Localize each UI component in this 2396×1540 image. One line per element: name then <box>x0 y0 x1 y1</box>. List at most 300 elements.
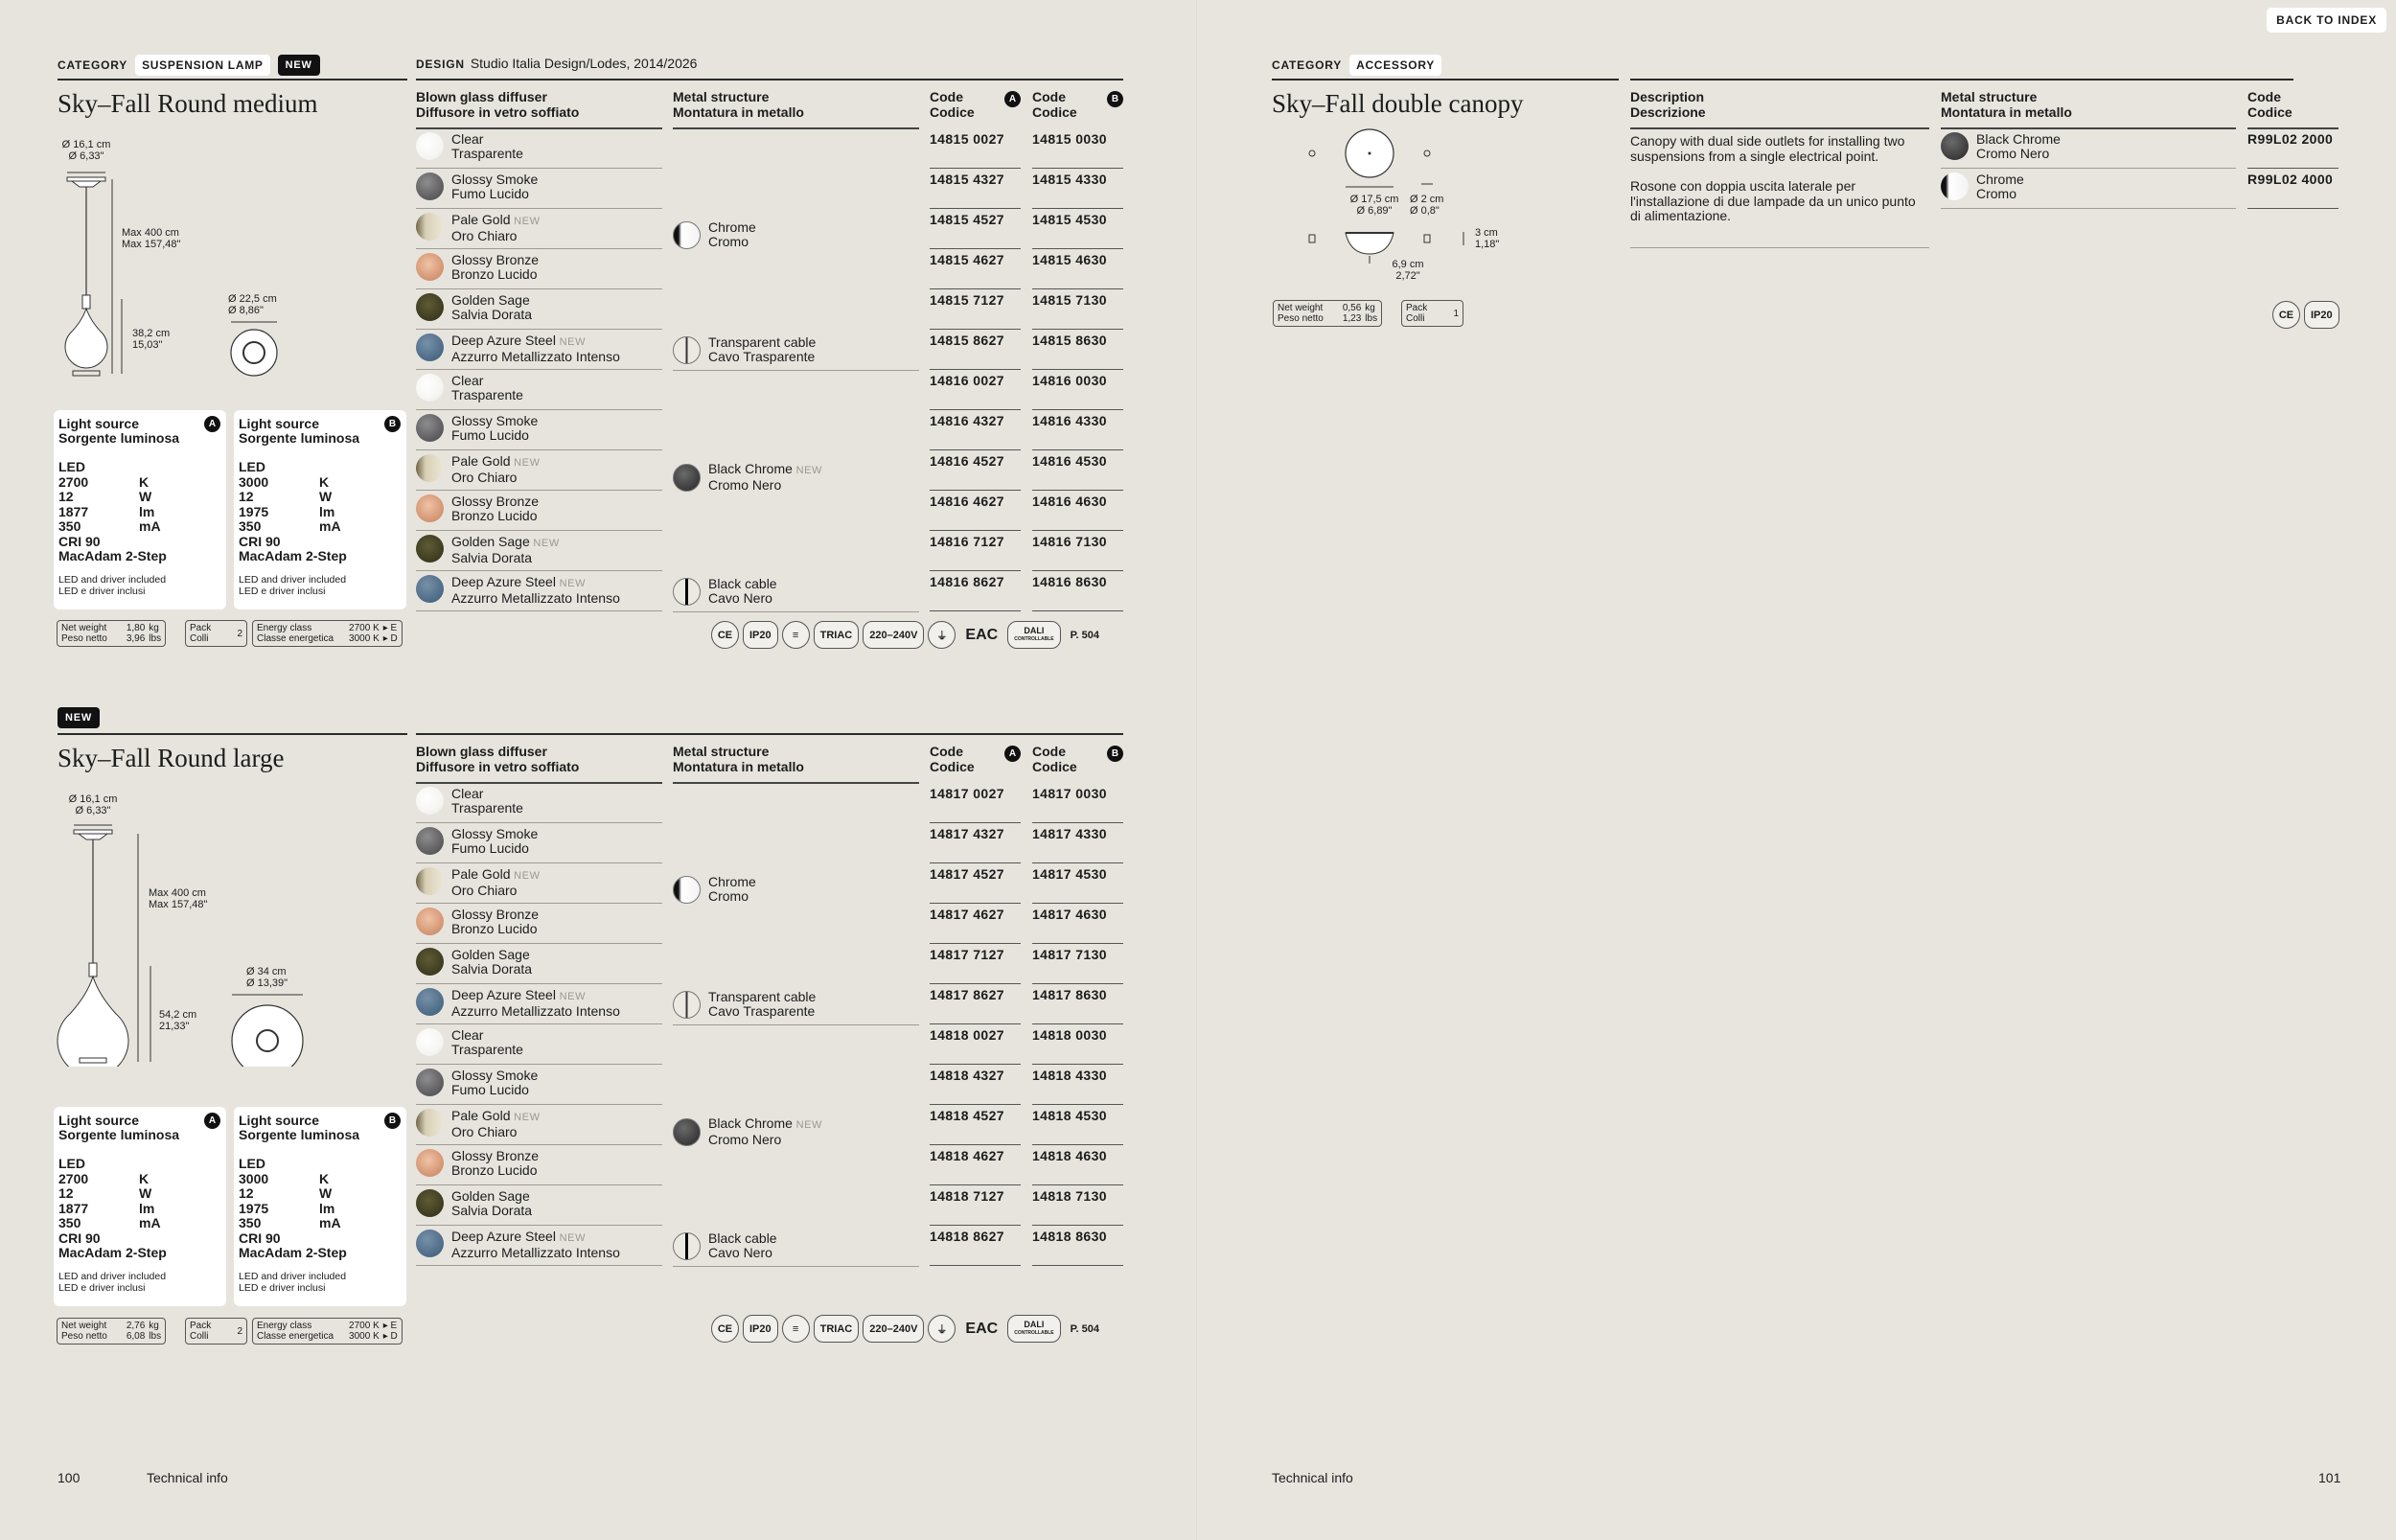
dim-text: 21,33" <box>159 1021 190 1032</box>
light-foot: LED and driver included <box>58 1270 167 1282</box>
new-badge: NEW <box>278 55 320 76</box>
glass-finish-row <box>416 450 662 491</box>
col-header-text: Montatura in metallo <box>673 104 804 120</box>
new-tag: NEW <box>514 1112 541 1123</box>
pack-badge <box>1401 300 1463 327</box>
dim-diffuser <box>246 966 288 989</box>
dali-text: DALI <box>1024 1319 1045 1329</box>
glass-finish-text <box>451 293 532 322</box>
metal-chrome-swatch <box>673 876 701 904</box>
description-it: Rosone con doppia uscita laterale per l'installazione di due lampade da un unico punto di alimentazione. <box>1630 178 1916 223</box>
finish-name-it: Cromo Nero <box>1976 146 2050 161</box>
source-a-marker: A <box>204 416 220 432</box>
spec-value: 2700 <box>58 473 89 490</box>
product-code: 14817 0027 <box>930 783 1021 823</box>
product-title: Sky–Fall Round medium <box>58 89 318 118</box>
finish-name: Clear <box>451 786 484 801</box>
glass-swatch <box>416 867 444 895</box>
product-code: 14817 8627 <box>930 984 1021 1024</box>
led-type: LED <box>239 1156 265 1171</box>
metal-text <box>708 462 822 493</box>
dim-text: Max 157,48" <box>149 899 208 910</box>
light-head: Light source <box>239 1113 320 1128</box>
finish-black-chrome <box>1941 128 2236 169</box>
finish-name: Black Chrome <box>1976 131 2061 147</box>
weight-label-it: Peso netto <box>1278 313 1324 324</box>
metal-name: Chrome <box>708 874 756 889</box>
glass-finish-row <box>416 531 662 571</box>
col-header-text: Codice <box>1032 104 1077 120</box>
eac-mark: EAC <box>965 1320 999 1337</box>
product-title: Sky–Fall Round large <box>58 744 285 772</box>
product-code: 14818 8630 <box>1032 1226 1123 1266</box>
macadam: MacAdam 2-Step <box>239 1245 347 1260</box>
light-head-it: Sorgente luminosa <box>58 430 180 446</box>
weight-lbs: 6,08 <box>126 1331 146 1342</box>
spec-unit: lm <box>139 503 155 519</box>
product-code: 14818 0030 <box>1032 1024 1123 1065</box>
product-code: 14815 7127 <box>930 289 1021 330</box>
product-code: 14818 4330 <box>1032 1065 1123 1105</box>
energy-label-it: Classe energetica <box>257 633 334 644</box>
light-foot: LED and driver included <box>239 1270 347 1282</box>
finish-name: Golden Sage <box>451 1188 530 1204</box>
finish-name: Clear <box>451 373 484 388</box>
metal-name: Black Chrome <box>708 1115 793 1131</box>
led-type: LED <box>239 459 265 474</box>
glass-swatch <box>416 494 444 522</box>
glass-list <box>416 783 662 1266</box>
product-title: Sky–Fall double canopy <box>1272 89 1524 118</box>
dim-cable <box>122 227 180 250</box>
new-tag: NEW <box>533 538 560 549</box>
ground-icon: ⏚ <box>928 1315 956 1343</box>
finish-name: Glossy Smoke <box>451 413 539 428</box>
category-row <box>1272 55 1441 76</box>
finish-name-it: Azzurro Metallizzato Intenso <box>451 349 620 364</box>
pack-label: Pack <box>190 623 212 633</box>
glass-finish-text <box>451 867 541 898</box>
glass-swatch <box>416 575 444 603</box>
finish-name: Deep Azure Steel <box>451 1229 556 1244</box>
metal-name-it: Cromo Nero <box>708 1132 782 1147</box>
metal-chrome-swatch <box>673 221 701 249</box>
col-metal-header <box>1941 89 2072 120</box>
net-weight-badge <box>1273 300 1382 327</box>
glass-swatch <box>416 132 444 160</box>
glass-finish-text <box>451 454 541 485</box>
new-tag: NEW <box>559 1232 587 1244</box>
dim-canopy <box>64 793 122 816</box>
dim-height <box>159 1009 196 1032</box>
dim-text: Ø 13,39" <box>246 977 288 989</box>
design-value: Studio Italia Design/Lodes, 2014/2026 <box>470 56 698 71</box>
product-code: 14816 4327 <box>930 410 1021 450</box>
glass-swatch <box>416 787 444 815</box>
metal-transparent-cable <box>673 335 919 364</box>
finish-chrome <box>1941 169 2236 209</box>
dim-text: Ø 6,33" <box>75 805 111 816</box>
divider <box>673 1024 919 1025</box>
glass-swatch <box>416 1149 444 1177</box>
product-code: 14817 4530 <box>1032 863 1123 904</box>
glass-finish-text <box>451 1109 541 1139</box>
finish-name-it: Fumo Lucido <box>451 427 529 443</box>
spec-value: 3000 <box>239 1170 269 1186</box>
finish-name-it: Fumo Lucido <box>451 1082 529 1097</box>
glass-finish-row <box>416 783 662 823</box>
light-source-b <box>234 410 406 609</box>
col-header-text: Diffusore in vetro soffiato <box>416 759 580 774</box>
new-tag: NEW <box>795 1119 823 1131</box>
product-code: 14817 7127 <box>930 944 1021 984</box>
product-code: 14817 0030 <box>1032 783 1123 823</box>
spec-value: 1877 <box>58 1200 89 1216</box>
product-code: 14816 7127 <box>930 531 1021 571</box>
col-header-text: Montatura in metallo <box>1941 104 2072 120</box>
product-code: 14817 8630 <box>1032 984 1123 1024</box>
glass-swatch <box>416 253 444 281</box>
dimmer-icon: ≡ <box>782 621 810 649</box>
finish-name: Clear <box>451 1027 484 1043</box>
spec-value: 350 <box>58 1215 81 1230</box>
unit-lbs: lbs <box>149 633 162 644</box>
glass-finish-row <box>416 1065 662 1105</box>
light-foot-it: LED e driver inclusi <box>239 585 326 597</box>
category-value: SUSPENSION LAMP <box>135 55 270 76</box>
col-glass-header <box>416 744 579 774</box>
dim-text: Ø 22,5 cm <box>228 293 277 305</box>
dim-text: Ø 16,1 cm <box>68 793 118 805</box>
dim-text: Max 400 cm <box>149 887 206 899</box>
light-source-a <box>54 1107 226 1306</box>
col-code-a-header <box>930 744 1021 774</box>
weight-label: Net weight <box>1278 303 1324 313</box>
code-black-chrome: R99L02 2000 <box>2247 128 2338 169</box>
product-code: 14816 8630 <box>1032 571 1123 611</box>
glass-finish-text <box>451 172 538 201</box>
spec-unit: mA <box>139 518 161 534</box>
light-foot-it: LED e driver inclusi <box>239 1281 326 1294</box>
product-code: 14815 4527 <box>930 209 1021 249</box>
glass-finish-text <box>451 494 539 523</box>
product-code: 14816 0027 <box>930 370 1021 410</box>
metal-name-it: Cromo <box>708 888 749 904</box>
finish-name: Glossy Bronze <box>451 252 540 267</box>
macadam: MacAdam 2-Step <box>58 1245 167 1260</box>
finish-name-it: Fumo Lucido <box>451 186 529 201</box>
finish-name: Glossy Bronze <box>451 907 540 922</box>
voltage-mark: 220–240V <box>863 621 924 649</box>
macadam: MacAdam 2-Step <box>239 548 347 563</box>
col-header-text: Descrizione <box>1630 104 1706 120</box>
finish-name: Pale Gold <box>451 212 511 227</box>
product-code: 14817 4527 <box>930 863 1021 904</box>
lamp-drawing <box>53 134 302 383</box>
product-round-large <box>0 655 1196 1345</box>
metal-black-chrome <box>673 1116 919 1147</box>
metal-black-cable-swatch <box>673 578 701 606</box>
finish-name-it: Azzurro Metallizzato Intenso <box>451 1245 620 1260</box>
dim-text: 15,03" <box>132 339 163 351</box>
glass-swatch <box>416 1189 444 1217</box>
spec-value: 12 <box>239 1185 254 1201</box>
dim-text: 38,2 cm <box>132 328 171 339</box>
triac-mark: TRIAC <box>814 621 860 649</box>
metal-black-cable-swatch <box>673 1232 701 1260</box>
glass-finish-row <box>416 289 662 330</box>
product-code: 14815 0030 <box>1032 128 1123 169</box>
glass-finish-text <box>451 414 538 443</box>
category-value: ACCESSORY <box>1349 55 1441 76</box>
dali-mark <box>1007 621 1060 649</box>
eac-mark: EAC <box>965 626 999 643</box>
glass-finish-row <box>416 169 662 209</box>
cri: CRI 90 <box>239 533 281 549</box>
cri: CRI 90 <box>239 1230 281 1246</box>
finish-name: Glossy Smoke <box>451 172 539 187</box>
certification-row <box>2272 301 2339 329</box>
ground-icon: ⏚ <box>928 621 956 649</box>
pack-label: Pack <box>190 1321 212 1331</box>
certification-row <box>711 621 1105 649</box>
glass-finish-text <box>451 1149 539 1178</box>
energy-class: ▸ D <box>382 633 398 644</box>
product-code: 14815 4530 <box>1032 209 1123 249</box>
code-chrome: R99L02 4000 <box>2247 169 2338 209</box>
divider <box>1272 79 1619 80</box>
net-weight-badge <box>57 1318 166 1345</box>
metal-chrome <box>673 875 919 904</box>
finish-name-it: Azzurro Metallizzato Intenso <box>451 590 620 606</box>
metal-transparent-cable-swatch <box>673 336 701 364</box>
light-foot-it: LED e driver inclusi <box>58 1281 146 1294</box>
spec-unit: W <box>319 489 333 504</box>
glass-swatch <box>416 333 444 361</box>
spec-unit: K <box>139 1170 150 1186</box>
metal-name-it: Cavo Nero <box>708 590 772 606</box>
glass-finish-text <box>451 132 523 161</box>
col-header-text: Codice <box>930 104 975 120</box>
finish-name-it: Cromo <box>1976 186 2017 201</box>
glass-swatch <box>416 1230 444 1257</box>
metal-name-it: Cavo Trasparente <box>708 349 816 364</box>
dim-text: 3 cm <box>1475 227 1498 239</box>
weight-label-it: Peso netto <box>61 1331 107 1342</box>
product-round-medium <box>0 0 1196 661</box>
glass-finish-row <box>416 491 662 531</box>
dim-text: Ø 6,89" <box>1356 205 1393 217</box>
product-code: 14815 7130 <box>1032 289 1123 330</box>
col-header-text: Blown glass diffuser <box>416 89 547 104</box>
finish-name: Golden Sage <box>451 534 530 549</box>
spec-value: 1877 <box>58 503 89 519</box>
glass-finish-text <box>451 535 560 565</box>
glass-finish-row <box>416 944 662 984</box>
glass-swatch <box>416 1069 444 1096</box>
page-number: 101 <box>2318 1470 2341 1485</box>
finish-name: Deep Azure Steel <box>451 333 556 348</box>
dim-text: 2,72" <box>1395 270 1420 282</box>
glass-finish-row <box>416 128 662 169</box>
spec-unit: W <box>139 1185 152 1201</box>
codes-b <box>1032 783 1123 1266</box>
voltage-mark: 220–240V <box>863 1315 924 1343</box>
divider <box>1630 79 2293 80</box>
macadam: MacAdam 2-Step <box>58 548 167 563</box>
black-chrome-swatch <box>1941 132 1969 160</box>
metal-text <box>708 220 756 249</box>
back-to-index-button[interactable]: BACK TO INDEX <box>2267 8 2386 33</box>
finish-name: Chrome <box>1976 172 2024 187</box>
page-ref[interactable]: P. 504 <box>1070 1322 1099 1335</box>
ce-mark: CE <box>711 621 739 649</box>
dim-height <box>1475 227 1499 250</box>
metal-black-chrome-swatch <box>673 464 701 492</box>
unit-lbs: lbs <box>1365 313 1378 324</box>
energy-class: ▸ E <box>382 623 398 633</box>
col-code-b-header <box>1032 89 1123 120</box>
unit-kg: kg <box>149 623 159 633</box>
codes-b <box>1032 128 1123 611</box>
glass-finish-text <box>451 988 620 1019</box>
footer-label: Technical info <box>1272 1470 1353 1485</box>
accessory-metal-list <box>1941 128 2236 209</box>
dim-text: Max 400 cm <box>122 227 179 239</box>
dim-text: Ø 34 cm <box>246 966 287 977</box>
divider <box>673 611 919 612</box>
page-ref[interactable]: P. 504 <box>1070 629 1099 641</box>
weight-label: Net weight <box>61 623 107 633</box>
metal-chrome <box>673 220 919 249</box>
energy-temp: 3000 K <box>349 1331 380 1342</box>
dim-outlet <box>1410 194 1443 217</box>
spec-unit: lm <box>139 1200 155 1216</box>
product-code: 14815 8630 <box>1032 330 1123 370</box>
finish-name-it: Oro Chiaro <box>451 883 518 898</box>
dim-text: Ø 17,5 cm <box>1349 194 1399 205</box>
certification-row <box>711 1315 1105 1343</box>
footer-label: Technical info <box>147 1470 228 1485</box>
new-badge: NEW <box>58 707 100 728</box>
cri: CRI 90 <box>58 533 101 549</box>
finish-name-it: Oro Chiaro <box>451 228 518 243</box>
metal-transparent-cable <box>673 990 919 1019</box>
product-code: 14816 7130 <box>1032 531 1123 571</box>
product-code: 14815 4627 <box>930 249 1021 289</box>
product-code: 14816 4527 <box>930 450 1021 491</box>
pack-label-it: Colli <box>190 1331 209 1342</box>
glass-swatch <box>416 172 444 200</box>
light-head: Light source <box>58 1113 140 1128</box>
source-a-marker: A <box>1004 746 1021 762</box>
dim-text: Max 157,48" <box>122 239 181 250</box>
metal-name: Black cable <box>708 1230 777 1246</box>
divider <box>673 370 919 371</box>
finish-name: Pale Gold <box>451 866 511 882</box>
dim-text: 1,18" <box>1475 239 1500 250</box>
dim-text: Ø 16,1 cm <box>61 139 111 150</box>
dimmer-icon: ≡ <box>782 1315 810 1343</box>
metal-name-it: Cromo <box>708 234 749 249</box>
metal-text <box>708 990 816 1019</box>
col-metal-header <box>673 89 804 120</box>
spec-unit: W <box>319 1185 333 1201</box>
metal-column <box>673 128 919 611</box>
col-desc-header <box>1630 89 1706 120</box>
light-head: Light source <box>58 416 140 431</box>
dim-canopy <box>58 139 115 162</box>
glass-swatch <box>416 213 444 241</box>
col-header-text: Metal structure <box>673 89 770 104</box>
product-code: 14817 7130 <box>1032 944 1123 984</box>
light-head-it: Sorgente luminosa <box>58 1127 180 1142</box>
unit-lbs: lbs <box>149 1331 162 1342</box>
spec-value: 12 <box>239 489 254 504</box>
source-a-marker: A <box>1004 91 1021 107</box>
product-code: 14817 4330 <box>1032 823 1123 863</box>
dim-text: 54,2 cm <box>159 1009 197 1021</box>
energy-label-it: Classe energetica <box>257 1331 334 1342</box>
product-code: 14818 8627 <box>930 1226 1021 1266</box>
glass-finish-row <box>416 984 662 1024</box>
glass-finish-row <box>416 1226 662 1266</box>
light-head-it: Sorgente luminosa <box>239 430 360 446</box>
glass-finish-text <box>451 1069 538 1097</box>
glass-finish-row <box>416 1145 662 1185</box>
pack-label-it: Colli <box>190 633 209 644</box>
finish-name-it: Oro Chiaro <box>451 1124 518 1139</box>
light-head: Light source <box>239 416 320 431</box>
glass-swatch <box>416 948 444 976</box>
pack-label-it: Colli <box>1406 313 1425 324</box>
finish-name-it: Trasparente <box>451 387 523 402</box>
glass-finish-row <box>416 249 662 289</box>
col-header-text: Metal structure <box>673 744 770 759</box>
product-code: 14818 0027 <box>930 1024 1021 1065</box>
spec-unit: mA <box>319 1215 341 1230</box>
ce-mark: CE <box>711 1315 739 1343</box>
dim-height <box>132 328 170 351</box>
glass-finish-row <box>416 330 662 370</box>
light-foot-it: LED e driver inclusi <box>58 585 146 597</box>
metal-name: Chrome <box>708 219 756 235</box>
glass-swatch <box>416 535 444 563</box>
col-glass-header <box>416 89 579 120</box>
energy-label: Energy class <box>257 1321 312 1331</box>
glass-finish-text <box>451 575 620 606</box>
glass-finish-row <box>416 1185 662 1226</box>
codes-a <box>930 783 1021 1266</box>
glass-finish-text <box>451 213 541 243</box>
pack-value: 2 <box>237 628 242 639</box>
spec-unit: K <box>139 473 150 490</box>
metal-name-it: Cromo Nero <box>708 477 782 493</box>
finish-name: Golden Sage <box>451 947 530 962</box>
glass-swatch <box>416 827 444 855</box>
glass-finish-row <box>416 1105 662 1145</box>
glass-swatch <box>416 908 444 935</box>
metal-text <box>708 875 756 904</box>
glass-finish-row <box>416 863 662 904</box>
finish-name-it: Bronzo Lucido <box>451 1162 538 1178</box>
unit-kg: kg <box>149 1321 159 1331</box>
led-type: LED <box>58 1156 85 1171</box>
light-source-a <box>54 410 226 609</box>
product-code: 14818 4527 <box>930 1105 1021 1145</box>
product-code: 14815 0027 <box>930 128 1021 169</box>
weight-kg: 0,56 <box>1342 303 1362 313</box>
